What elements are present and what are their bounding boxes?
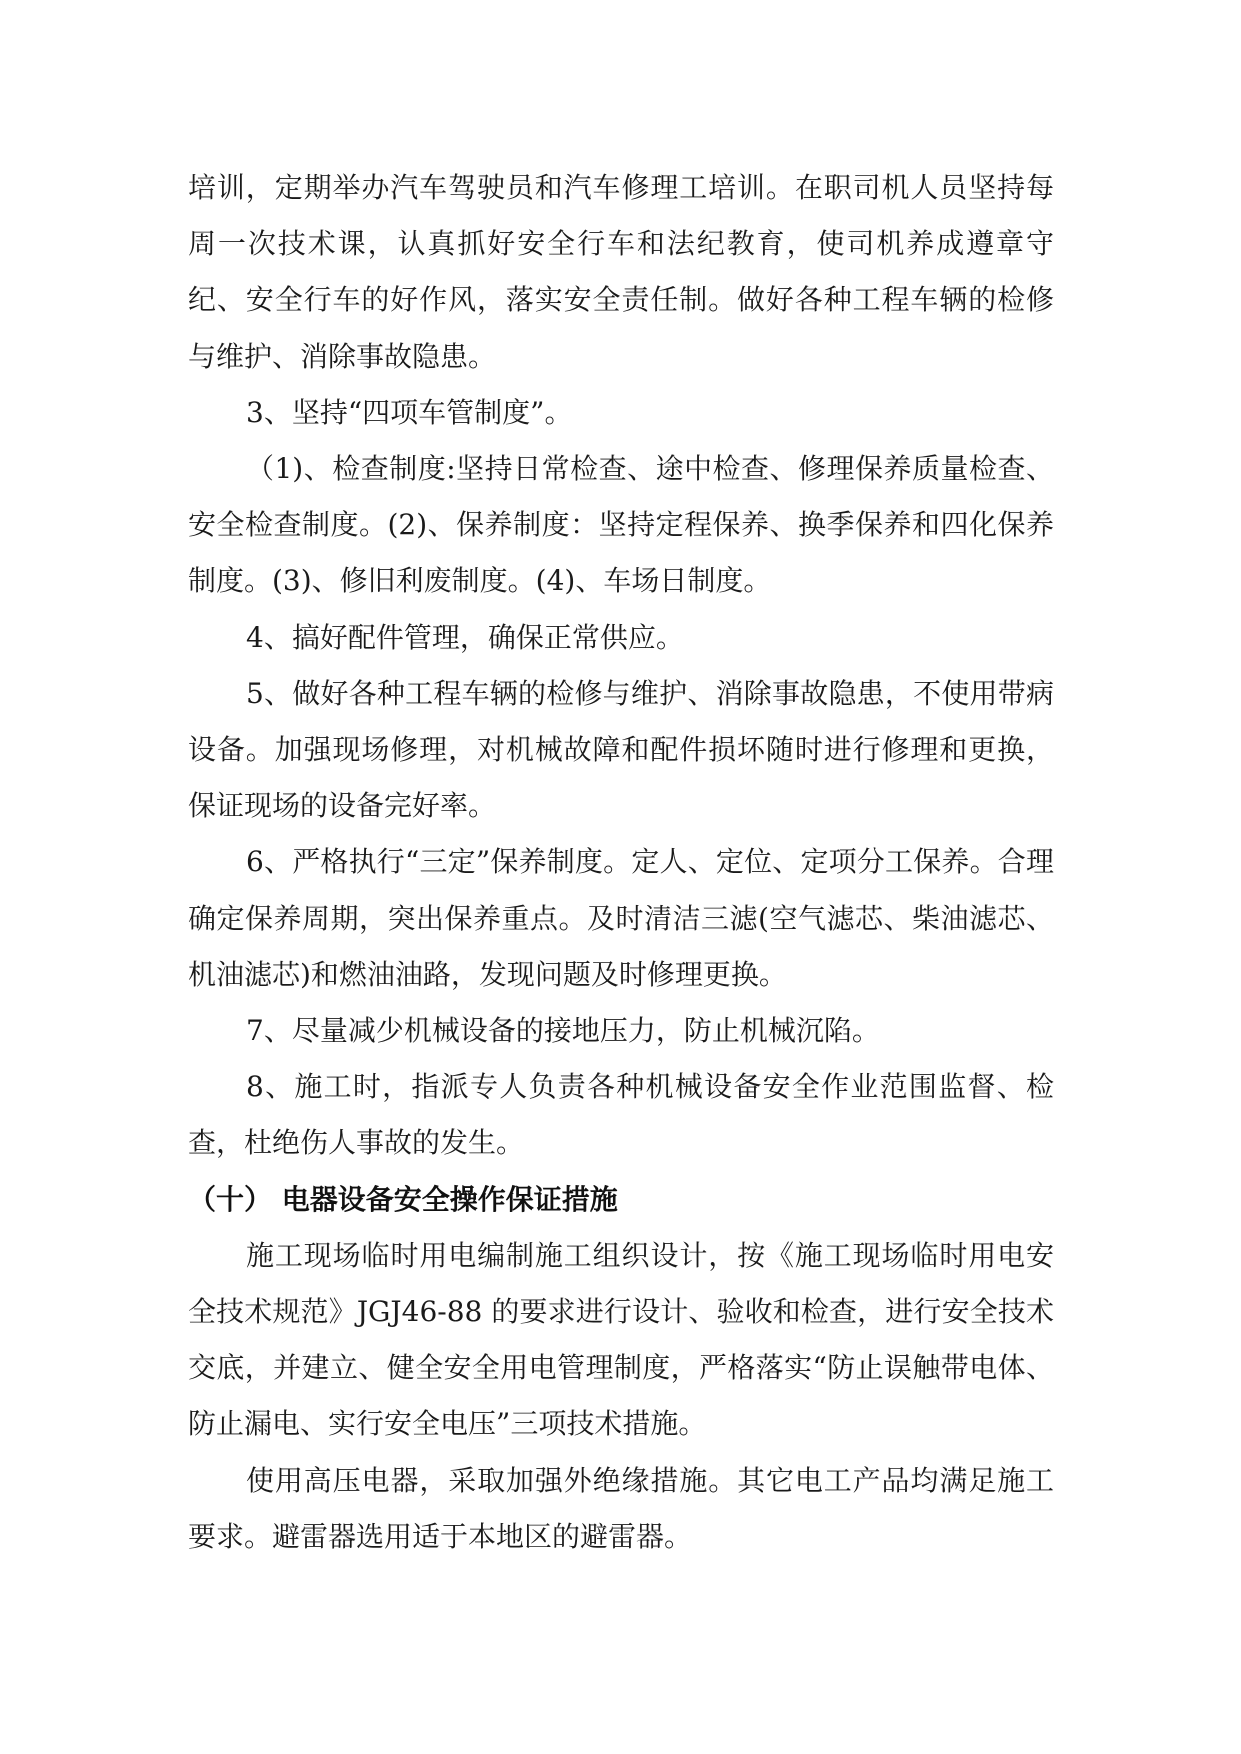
paragraph-temporary-power: 施工现场临时用电编制施工组织设计，按《施工现场临时用电安全技术规范》JGJ46-88 的要求进行设计、验收和检查，进行安全技术交底，并建立、健全安全用电管理制度，严格落实“防止误触带电体、防止漏电、实行安全电压”三项技术措施。 xyxy=(188,1238,1054,1441)
paragraph-maintenance: 5、做好各种工程车辆的检修与维护、消除事故隐患，不使用带病设备。加强现场修理，对机械故障和配件损坏随时进行修理和更换，保证现场的设备完好率。 xyxy=(188,676,1054,823)
paragraph-high-voltage: 使用高压电器，采取加强外绝缘措施。其它电工产品均满足施工要求。避雷器选用适于本地区的避雷器。 xyxy=(188,1463,1054,1553)
paragraph-ground-pressure: 7、尽量减少机械设备的接地压力，防止机械沉陷。 xyxy=(246,1014,880,1048)
paragraph-supervision: 8、施工时，指派专人负责各种机械设备安全作业范围监督、检查，杜绝伤人事故的发生。 xyxy=(188,1070,1054,1160)
paragraph-three-fixed: 6、严格执行“三定”保养制度。定人、定位、定项分工保养。合理确定保养周期，突出保养重点。及时清洁三滤(空气滤芯、柴油滤芯、机油滤芯)和燃油油路，发现问题及时修理更换。 xyxy=(188,845,1054,991)
paragraph-parts-management: 4、搞好配件管理，确保正常供应。 xyxy=(246,620,684,654)
section-heading: （十） 电器设备安全操作保证措施 xyxy=(188,1182,618,1216)
paragraph-vehicle-rules: 3、坚持“四项车管制度”。 xyxy=(246,395,573,429)
paragraph-inspection-system: （1)、检查制度:坚持日常检查、途中检查、修理保养质量检查、安全检查制度。(2)、保养制度：坚持定程保养、换季保养和四化保养制度。(3)、修旧利废制度。(4)、车场日制度。 xyxy=(188,452,1054,598)
paragraph-driver-training: 培训，定期举办汽车驾驶员和汽车修理工培训。在职司机人员坚持每周一次技术课，认真抓好安全行车和法纪教育，使司机养成遵章守纪、安全行车的好作风，落实安全责任制。做好各种工程车辆的检修与维护、消除事故隐患。 xyxy=(188,171,1054,373)
document-body xyxy=(188,160,1054,1565)
